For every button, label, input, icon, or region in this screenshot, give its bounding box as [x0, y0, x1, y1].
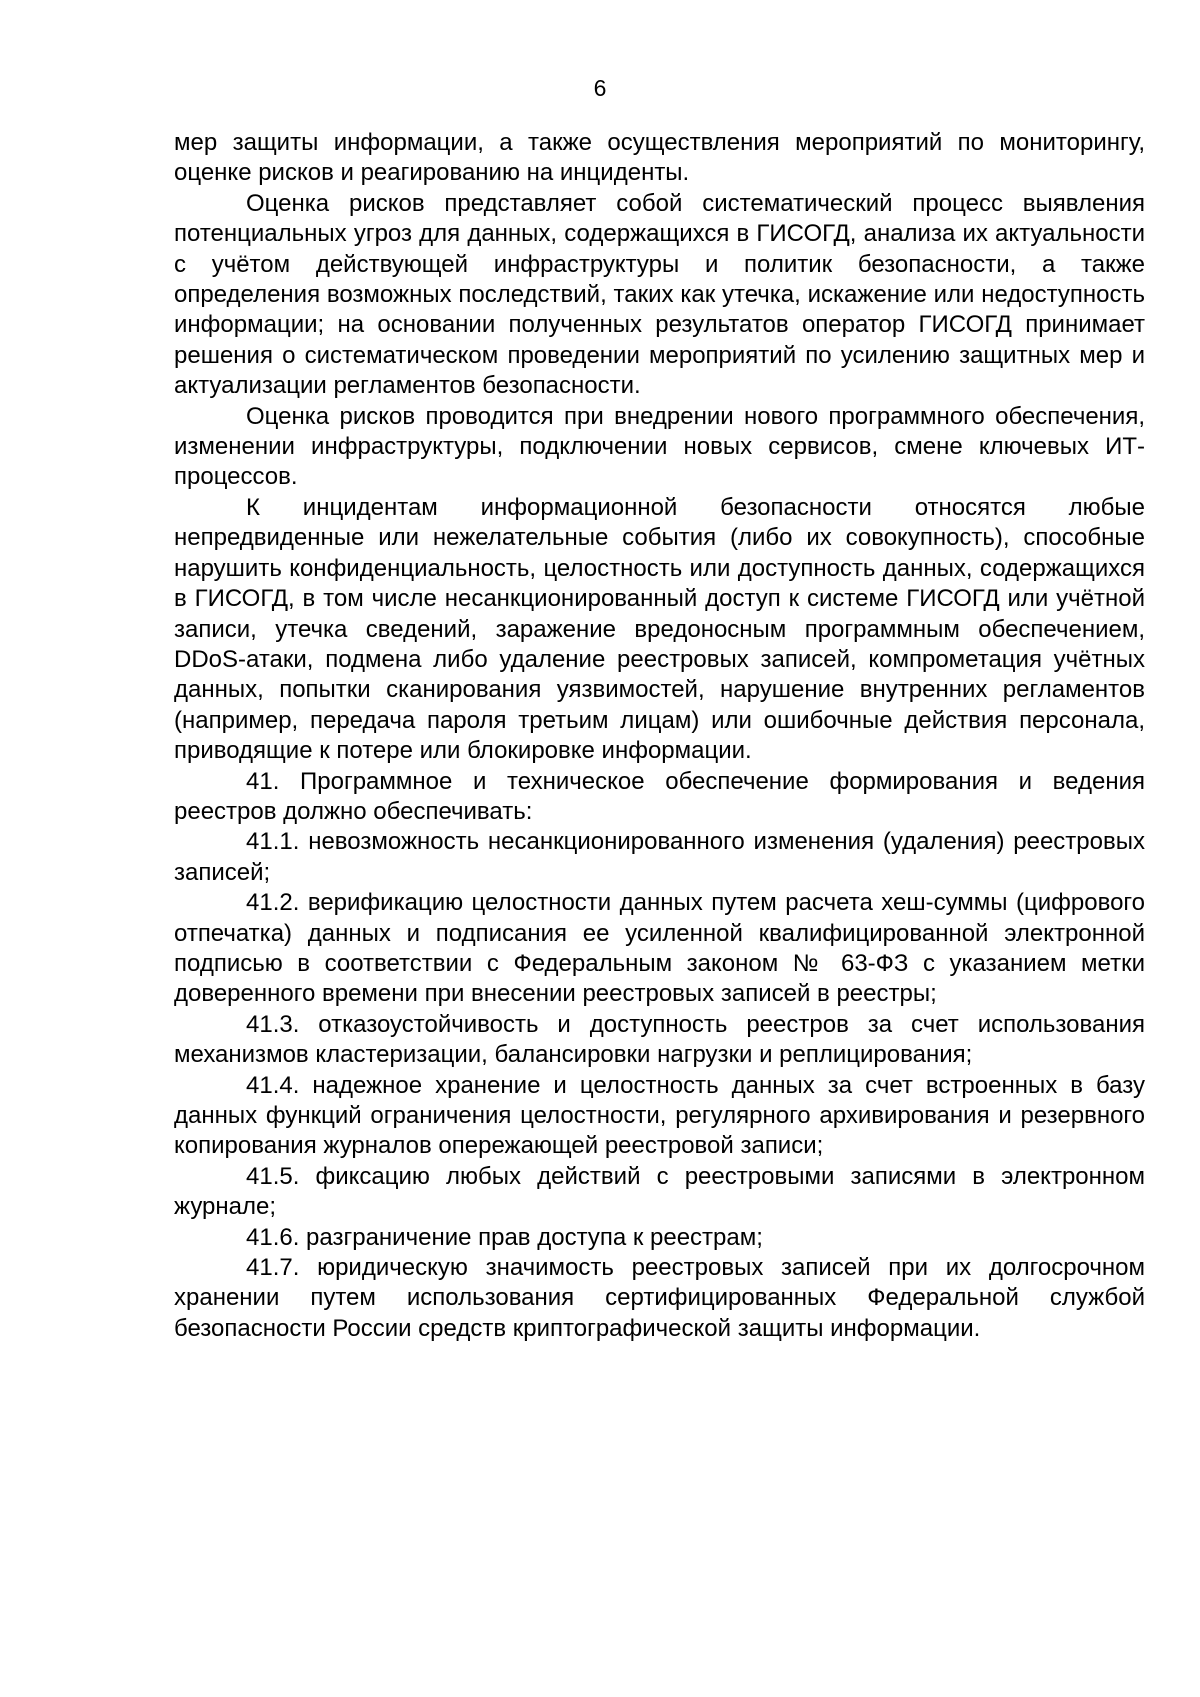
clause-41-6: 41.6. разграничение прав доступа к реестрам;	[246, 1223, 763, 1251]
page-number: 6	[593, 75, 607, 101]
clause-41-1: 41.1. невозможность несанкционированного изменения (удаления) реестровых записей;	[174, 828, 1145, 886]
clause-41-5: 41.5. фиксацию любых действий с реестровыми записями в электронном журнале;	[174, 1162, 1145, 1221]
clause-41-7: 41.7. юридическую значимость реестровых записей при их долгосрочном хранении путем использования сертифицированных Федеральной службой безопасности России средств криптографической защиты информации.	[174, 1254, 1145, 1342]
paragraph-risk-assessment-definition: Оценка рисков представляет собой систематический процесс выявления потенциальных угроз для данных, содержащихся в ГИСОГД, анализа их актуальности с учётом действующей инфраструктуры и политик безопасности, а также определения возможных последствий, таких как утечка, искажение или недоступность информации; на основании полученных результатов оператор ГИСОГД принимает решения о систематическом проведении мероприятий по усилению защитных мер и актуализации регламентов безопасности.	[174, 189, 1145, 400]
paragraph-risk-assessment-triggers: Оценка рисков проводится при внедрении нового программного обеспечения, изменении инфраструктуры, подключении новых сервисов, смене ключевых ИТ-процессов.	[174, 402, 1145, 491]
clause-41-4: 41.4. надежное хранение и целостность данных за счет встроенных в базу данных функций ограничения целостности, регулярного архивирования и резервного копирования журналов опережающей реестровой записи;	[174, 1071, 1145, 1160]
paragraph-security-incidents: К инцидентам информационной безопасности относятся любые непредвиденные или нежелательные события (либо их совокупность), способные нарушить конфиденциальность, целостность или доступность данных, содержащихся в ГИСОГД, в том числе несанкционированный доступ к системе ГИСОГД или учётной записи, утечка сведений, заражение вредоносным программным обеспечением, DDoS-атаки, подмена либо удаление реестровых записей, компрометация учётных данных, попытки сканирования уязвимостей, нарушение внутренних регламентов (например, передача пароля третьим лицам) или ошибочные действия персонала, приводящие к потере или блокировке информации.	[174, 493, 1145, 765]
document-body	[174, 128, 1145, 1344]
clause-41: 41. Программное и техническое обеспечение формирования и ведения реестров должно обеспечивать:	[174, 767, 1145, 825]
clause-41-3: 41.3. отказоустойчивость и доступность реестров за счет использования механизмов кластеризации, балансировки нагрузки и реплицирования;	[174, 1010, 1145, 1069]
paragraph-continuation: мер защиты информации, а также осуществления мероприятий по мониторингу, оценке рисков и реагированию на инциденты.	[174, 129, 1145, 187]
clause-41-2: 41.2. верификацию целостности данных путем расчета хеш-суммы (цифрового отпечатка) данных и подписания ее усиленной квалифицированной электронной подписью в соответствии с Федеральным законом № 63-ФЗ с указанием метки доверенного времени при внесении реестровых записей в реестры;	[174, 889, 1145, 1008]
